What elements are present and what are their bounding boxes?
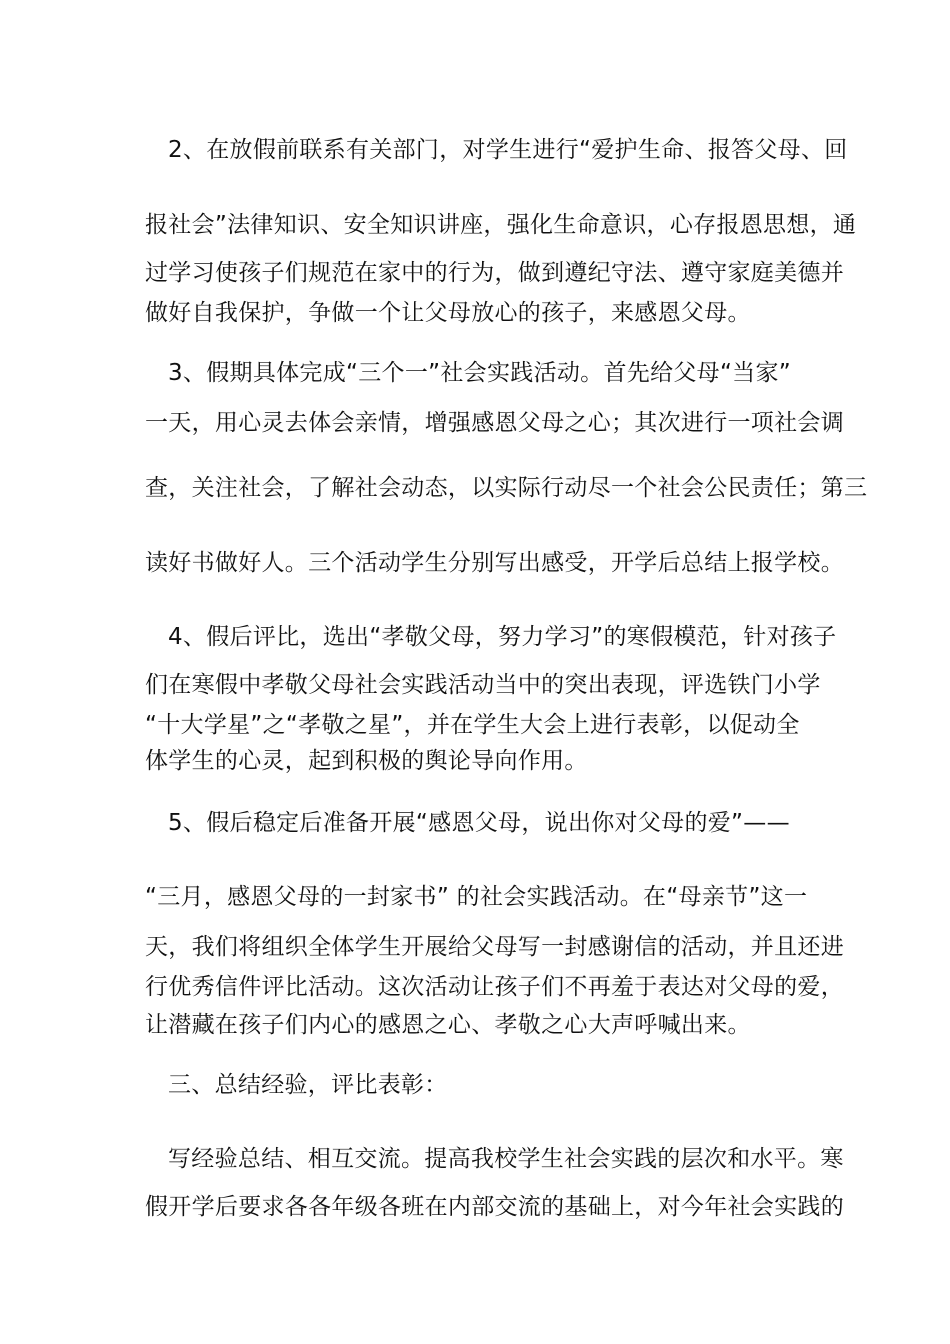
paragraph-5-line-3: 天，我们将组织全体学生开展给父母写一封感谢信的活动，并且还进 [145,934,844,960]
paragraph-2-line-4: 做好自我保护，争做一个让父母放心的孩子，来感恩父母。 [145,300,751,326]
paragraph-2-line-2: 报社会”法律知识、安全知识讲座，强化生命意识，心存报恩思想，通 [145,212,857,238]
paragraph-5-line-5: 让潜藏在孩子们内心的感恩之心、孝敬之心大声呼喊出来。 [145,1012,751,1038]
paragraph-4-line-3: “十大学星”之“孝敬之星”，并在学生大会上进行表彰，以促动全 [145,712,800,738]
paragraph-2-line-3: 过学习使孩子们规范在家中的行为，做到遵纪守法、遵守家庭美德并 [145,260,844,286]
paragraph-3-line-2: 一天，用心灵去体会亲情，增强感恩父母之心；其次进行一项社会调 [145,410,844,436]
paragraph-3-line-1: 3、假期具体完成“三个一”社会实践活动。首先给父母“当家” [168,360,791,386]
paragraph-4-line-4: 体学生的心灵，起到积极的舆论导向作用。 [145,748,588,774]
paragraph-4-line-1: 4、假后评比，选出“孝敬父母，努力学习”的寒假模范，针对孩子 [168,624,837,650]
summary-line-1: 写经验总结、相互交流。提高我校学生社会实践的层次和水平。寒 [168,1146,844,1172]
paragraph-5-line-4: 行优秀信件评比活动。这次活动让孩子们不再羞于表达对父母的爱， [145,974,844,1000]
paragraph-2-line-1: 2、在放假前联系有关部门，对学生进行“爱护生命、报答父母、回 [168,137,848,163]
paragraph-5-line-2: “三月，感恩父母的一封家书” 的社会实践活动。在“母亲节”这一 [145,884,808,910]
section-heading: 三、总结经验，评比表彰： [168,1072,448,1098]
summary-line-2: 假开学后要求各各年级各班在内部交流的基础上，对今年社会实践的 [145,1194,844,1220]
paragraph-3-line-4: 读好书做好人。三个活动学生分别写出感受，开学后总结上报学校。 [145,550,844,576]
paragraph-4-line-2: 们在寒假中孝敬父母社会实践活动当中的突出表现，评选铁门小学 [145,672,821,698]
paragraph-5-line-1: 5、假后稳定后准备开展“感恩父母，说出你对父母的爱”—— [168,810,790,836]
paragraph-3-line-3: 查，关注社会，了解社会动态，以实际行动尽一个社会公民责任；第三 [145,475,868,501]
